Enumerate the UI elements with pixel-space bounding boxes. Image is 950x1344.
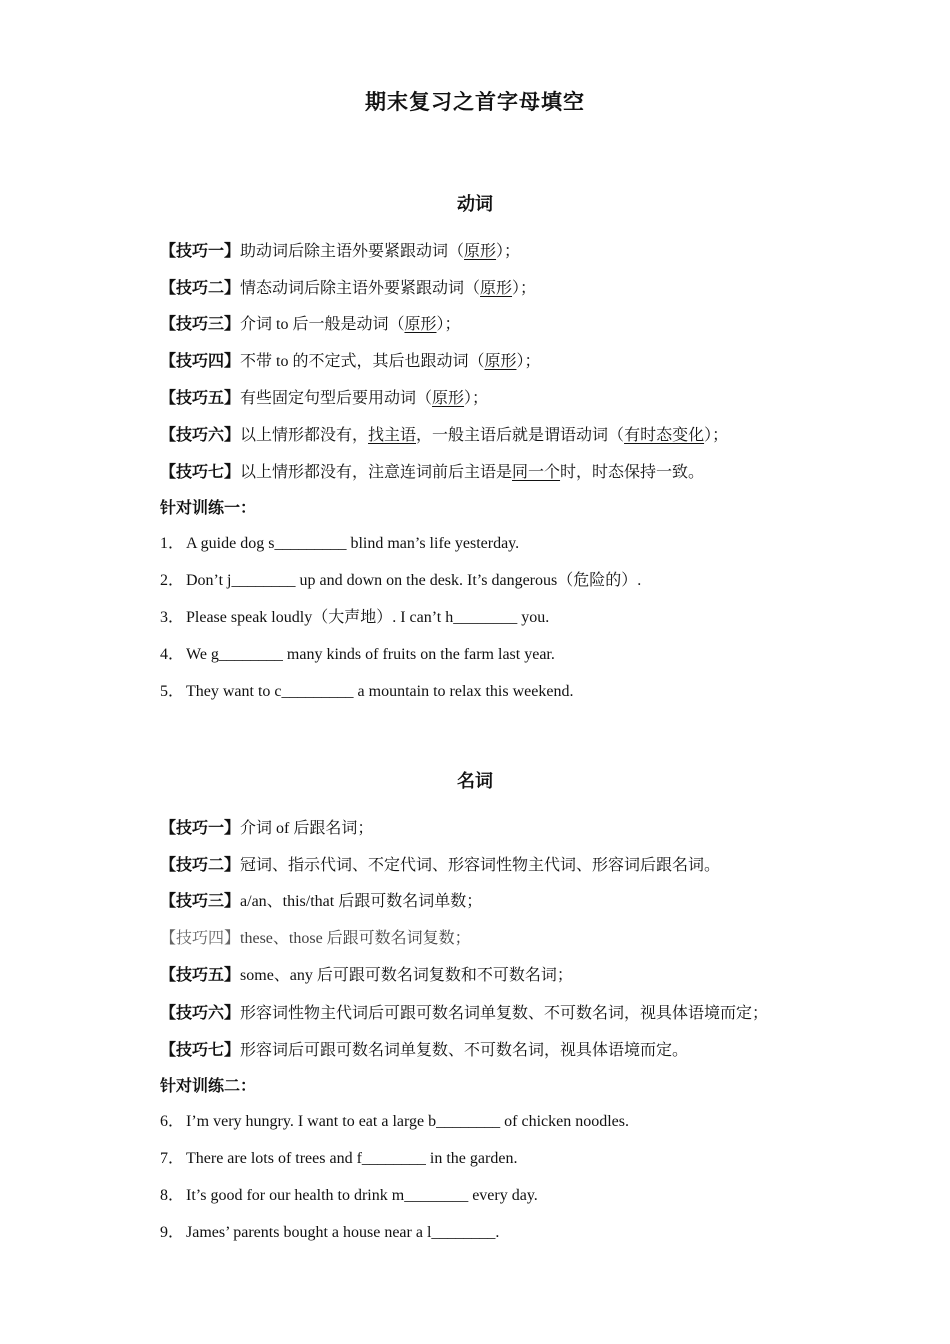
question-4: 4． We g________ many kinds of fruits on the farm last year. bbox=[160, 646, 555, 663]
question-8: 8． It’s good for our health to drink m________ every day. bbox=[160, 1187, 538, 1204]
noun-tip-1: 【技巧一】介词 of 后跟名词； bbox=[160, 820, 374, 837]
noun-tip-5: 【技巧五】some、any 后可跟可数名词复数和不可数名词； bbox=[160, 967, 573, 984]
noun-tip-7: 【技巧七】形容词后可跟可数名词单复数、不可数名词，视具体语境而定。 bbox=[160, 1042, 689, 1059]
training-heading-2: 针对训练二： bbox=[160, 1078, 257, 1095]
verb-tip-3: 【技巧三】介词 to 后一般是动词（原形）； bbox=[160, 316, 461, 333]
verb-tip-5: 【技巧五】有些固定句型后要用动词（原形）； bbox=[160, 390, 489, 407]
question-9: 9． James’ parents bought a house near a l________. bbox=[160, 1224, 500, 1241]
section-heading-verb: 动词 bbox=[457, 194, 493, 214]
question-2: 2． Don’t j________ up and down on the desk. It’s dangerous（危险的）. bbox=[160, 572, 642, 589]
question-7: 7． There are lots of trees and f________ in the garden. bbox=[160, 1150, 518, 1167]
noun-tip-6: 【技巧六】形容词性物主代词后可跟可数名词单复数、不可数名词，视具体语境而定； bbox=[160, 1005, 769, 1022]
question-1: 1． A guide dog s_________ blind man’s life yesterday. bbox=[160, 535, 520, 552]
training-heading-1: 针对训练一： bbox=[160, 500, 257, 517]
noun-tip-4: 【技巧四】these、those 后跟可数名词复数； bbox=[160, 930, 471, 947]
question-5: 5． They want to c_________ a mountain to relax this weekend. bbox=[160, 683, 574, 700]
verb-tip-6: 【技巧六】以上情形都没有，找主语，一般主语后就是谓语动词（有时态变化）； bbox=[160, 427, 729, 444]
noun-tip-3: 【技巧三】a/an、this/that 后跟可数名词单数； bbox=[160, 893, 483, 910]
section-heading-noun: 名词 bbox=[457, 771, 493, 791]
verb-tip-2: 【技巧二】情态动词后除主语外要紧跟动词（原形）； bbox=[160, 280, 537, 297]
page-title: 期末复习之首字母填空 bbox=[365, 90, 585, 114]
verb-tip-1: 【技巧一】助动词后除主语外要紧跟动词（原形）； bbox=[160, 243, 521, 260]
question-3: 3． Please speak loudly（大声地）. I can’t h________ you. bbox=[160, 609, 550, 626]
verb-tip-7: 【技巧七】以上情形都没有，注意连词前后主语是同一个时，时态保持一致。 bbox=[160, 464, 705, 481]
noun-tip-2: 【技巧二】冠词、指示代词、不定代词、形容词性物主代词、形容词后跟名词。 bbox=[160, 857, 721, 874]
question-6: 6． I’m very hungry. I want to eat a large b________ of chicken noodles. bbox=[160, 1113, 629, 1130]
verb-tip-4: 【技巧四】不带 to 的不定式，其后也跟动词（原形）； bbox=[160, 353, 541, 370]
